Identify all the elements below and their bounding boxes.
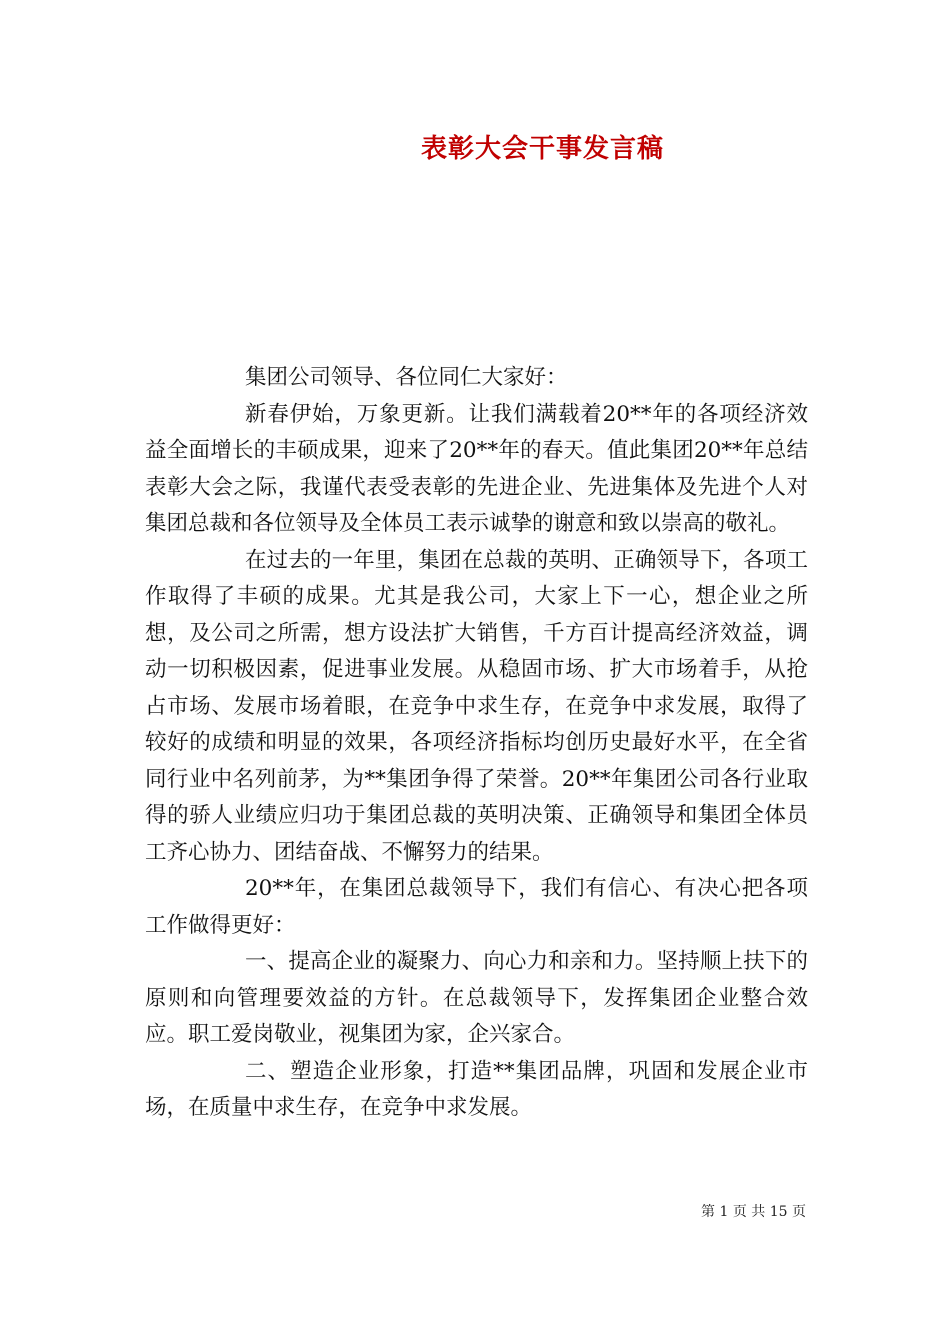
paragraph-3: 20**年，在集团总裁领导下，我们有信心、有决心把各项工作做得更好： — [145, 876, 808, 938]
salutation: 集团公司领导、各位同仁大家好： — [245, 365, 568, 390]
page-number-footer: 第 1 页 共 15 页 — [701, 1204, 806, 1220]
paragraph-1: 新春伊始，万象更新。让我们满载着20**年的各项经济效益全面增长的丰硕成果，迎来了20**年的春天。值此集团20**年总结表彰大会之际，我谨代表受表彰的先进企业、先进集体及先进个人对集团总裁和各位领导及全体员工表示诚挚的谢意和致以崇高的敬礼。 — [145, 401, 808, 536]
document-body — [145, 360, 808, 1127]
paragraph-4: 一、提高企业的凝聚力、向心力和亲和力。坚持顺上扶下的原则和向管理要效益的方针。在总裁领导下，发挥集团企业整合效应。职工爱岗敬业，视集团为家，企兴家合。 — [145, 949, 808, 1047]
document-title: 表彰大会干事发言稿 — [420, 134, 664, 164]
paragraph-5: 二、塑造企业形象，打造**集团品牌，巩固和发展企业市场，在质量中求生存，在竞争中求发展。 — [145, 1058, 808, 1120]
paragraph-2: 在过去的一年里，集团在总裁的英明、正确领导下，各项工作取得了丰硕的成果。尤其是我公司，大家上下一心，想企业之所想，及公司之所需，想方设法扩大销售，千方百计提高经济效益，调动一切积极因素，促进事业发展。从稳固市场、扩大市场着手，从抢占市场、发展市场着眼，在竞争中求生存，在竞争中求发展，取得了较好的成绩和明显的效果，各项经济指标均创历史最好水平，在全省同行业中名列前茅，为**集团争得了荣誉。20**年集团公司各行业取得的骄人业绩应归功于集团总裁的英明决策、正确领导和集团全体员工齐心协力、团结奋战、不懈努力的结果。 — [145, 547, 808, 865]
